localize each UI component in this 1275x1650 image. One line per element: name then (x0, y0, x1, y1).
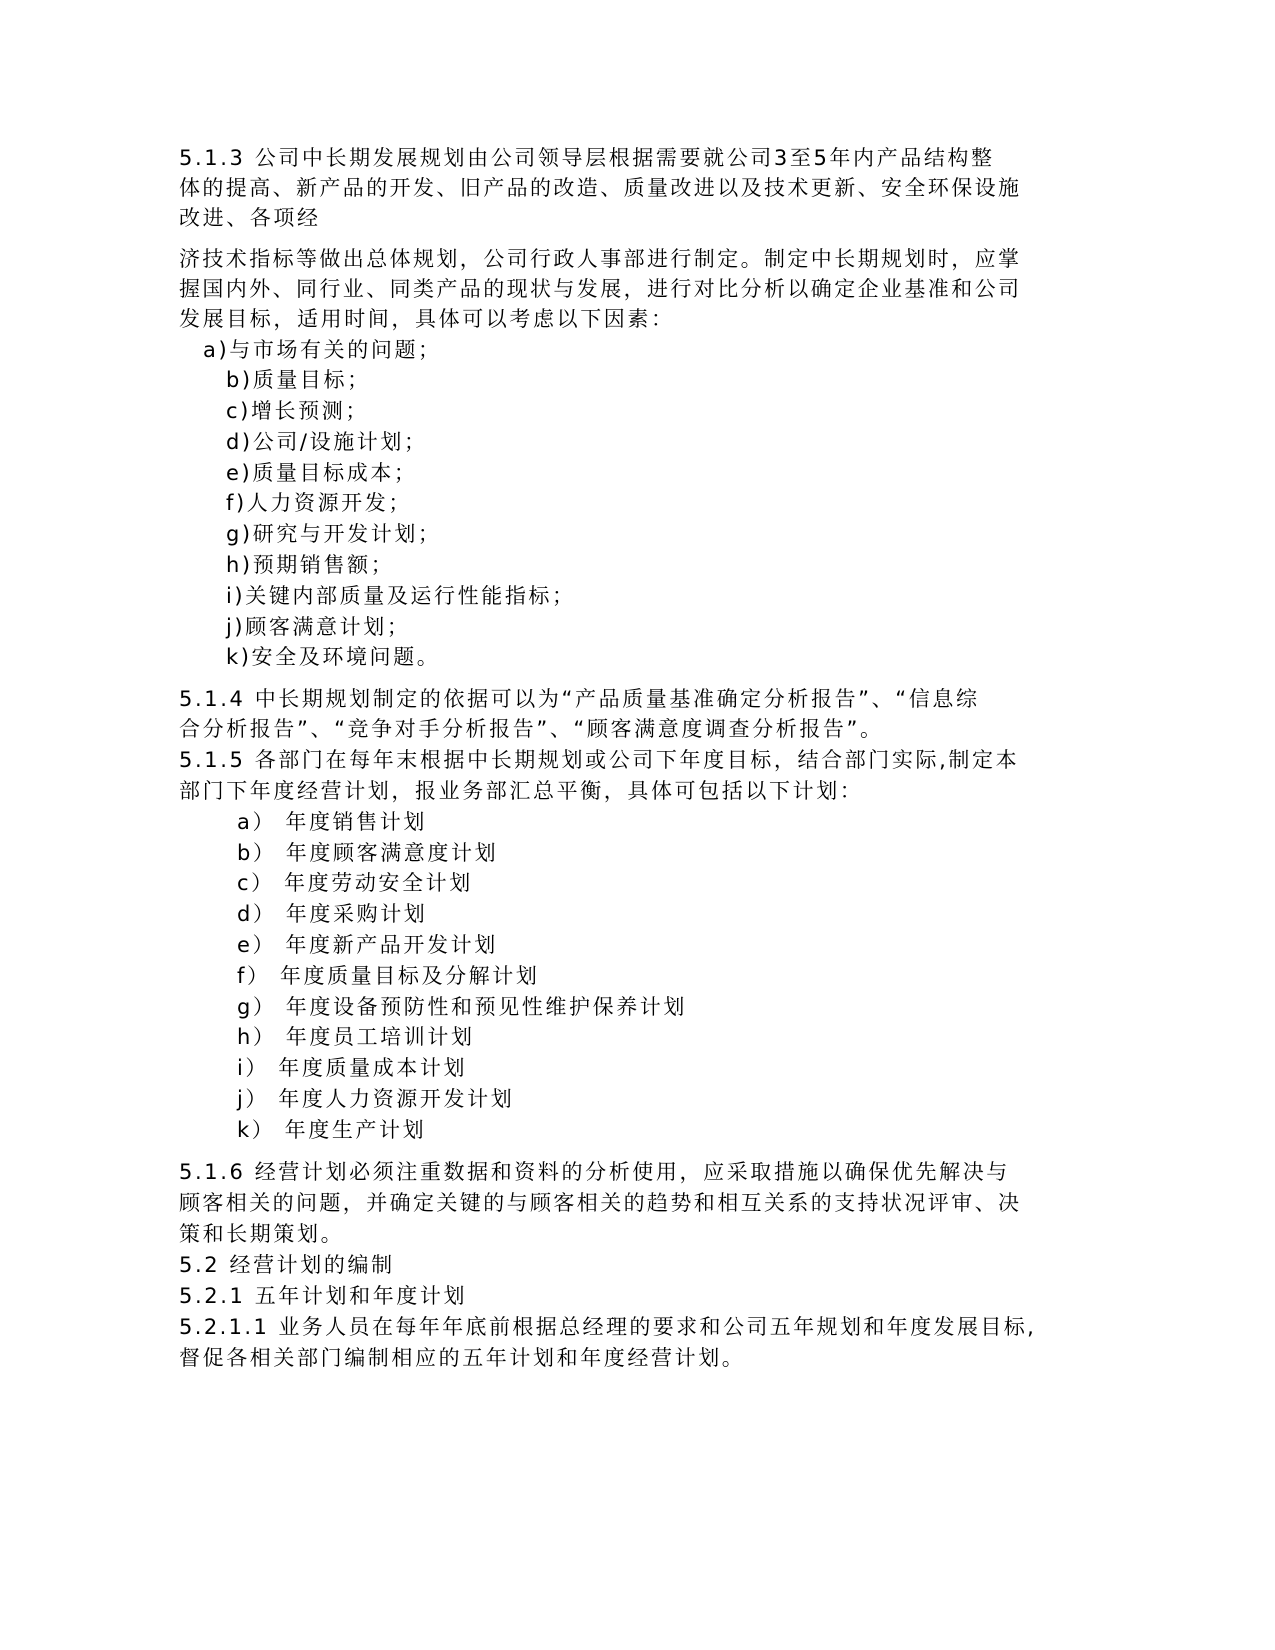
section-5-2-1-heading: 5.2.1 五年计划和年度计划 (179, 1284, 468, 1308)
section-5-1-5-line-2: 部门下年度经营计划，报业务部汇总平衡，具体可包括以下计划： (179, 779, 864, 803)
section-5-1-4-line-2: 合分析报告”、“竞争对手分析报告”、“顾客满意度调查分析报告”。 (179, 717, 884, 741)
factor-item: i)关键内部质量及运行性能指标； (226, 584, 576, 608)
factor-item: k)安全及环境问题。 (226, 645, 441, 669)
section-5-1-6-line-3: 策和长期策划。 (179, 1222, 345, 1246)
factor-item: h)预期销售额； (226, 553, 395, 577)
plan-item: d） 年度采购计划 (237, 902, 428, 926)
section-5-1-3-line-4: 济技术指标等做出总体规划，公司行政人事部进行制定。制定中长期规划时，应掌 (179, 247, 1022, 271)
section-5-2-1-1-line-2: 督促各相关部门编制相应的五年计划和年度经营计划。 (179, 1346, 746, 1370)
section-5-1-3-line-5: 握国内外、同行业、同类产品的现状与发展，进行对比分析以确定企业基准和公司 (179, 277, 1022, 301)
factor-item: b)质量目标； (226, 368, 371, 392)
plan-item: g） 年度设备预防性和预见性维护保养计划 (237, 995, 688, 1019)
section-5-1-4-line-1: 5.1.4 中长期规划制定的依据可以为“产品质量基准确定分析报告”、“信息综 (179, 687, 980, 711)
plan-item: i） 年度质量成本计划 (237, 1056, 468, 1080)
factor-item: g)研究与开发计划； (226, 522, 442, 546)
section-5-1-3-line-6: 发展目标，适用时间，具体可以考虑以下因素： (179, 307, 675, 331)
plan-item: f） 年度质量目标及分解计划 (237, 964, 540, 988)
factor-item: f)人力资源开发； (226, 491, 412, 515)
section-5-1-5-line-1: 5.1.5 各部门在每年末根据中长期规划或公司下年度目标，结合部门实际,制定本 (179, 748, 1020, 772)
factor-item: c)增长预测； (226, 399, 369, 423)
factor-item: d)公司/设施计划； (226, 430, 428, 454)
plan-item: a） 年度销售计划 (237, 810, 427, 834)
plan-item: b） 年度顾客满意度计划 (237, 841, 499, 865)
plan-item: c） 年度劳动安全计划 (237, 871, 473, 895)
section-5-1-3-line-1: 5.1.3 公司中长期发展规划由公司领导层根据需要就公司3至5年内产品结构整 (179, 146, 995, 170)
section-5-2-1-1-line-1: 5.2.1.1 业务人员在每年年底前根据总经理的要求和公司五年规划和年度发展目标, (179, 1315, 1037, 1339)
factor-item: e)质量目标成本； (226, 461, 418, 485)
section-5-1-3-line-2: 体的提高、新产品的开发、旧产品的改造、质量改进以及技术更新、安全环保设施 (179, 176, 1022, 200)
factor-item: a)与市场有关的问题； (203, 338, 442, 362)
section-5-1-3-line-3: 改进、各项经 (179, 206, 321, 230)
section-5-1-6-line-2: 顾客相关的问题，并确定关键的与顾客相关的趋势和相互关系的支持状况评审、决 (179, 1191, 1022, 1215)
factor-item: j)顾客满意计划； (226, 615, 411, 639)
section-5-2-heading: 5.2 经营计划的编制 (179, 1253, 395, 1277)
plan-item: e） 年度新产品开发计划 (237, 933, 498, 957)
plan-item: h） 年度员工培训计划 (237, 1025, 475, 1049)
plan-item: j） 年度人力资源开发计划 (237, 1087, 515, 1111)
section-5-1-6-line-1: 5.1.6 经营计划必须注重数据和资料的分析使用，应采取措施以确保优先解决与 (179, 1160, 1010, 1184)
plan-item: k） 年度生产计划 (237, 1118, 427, 1142)
